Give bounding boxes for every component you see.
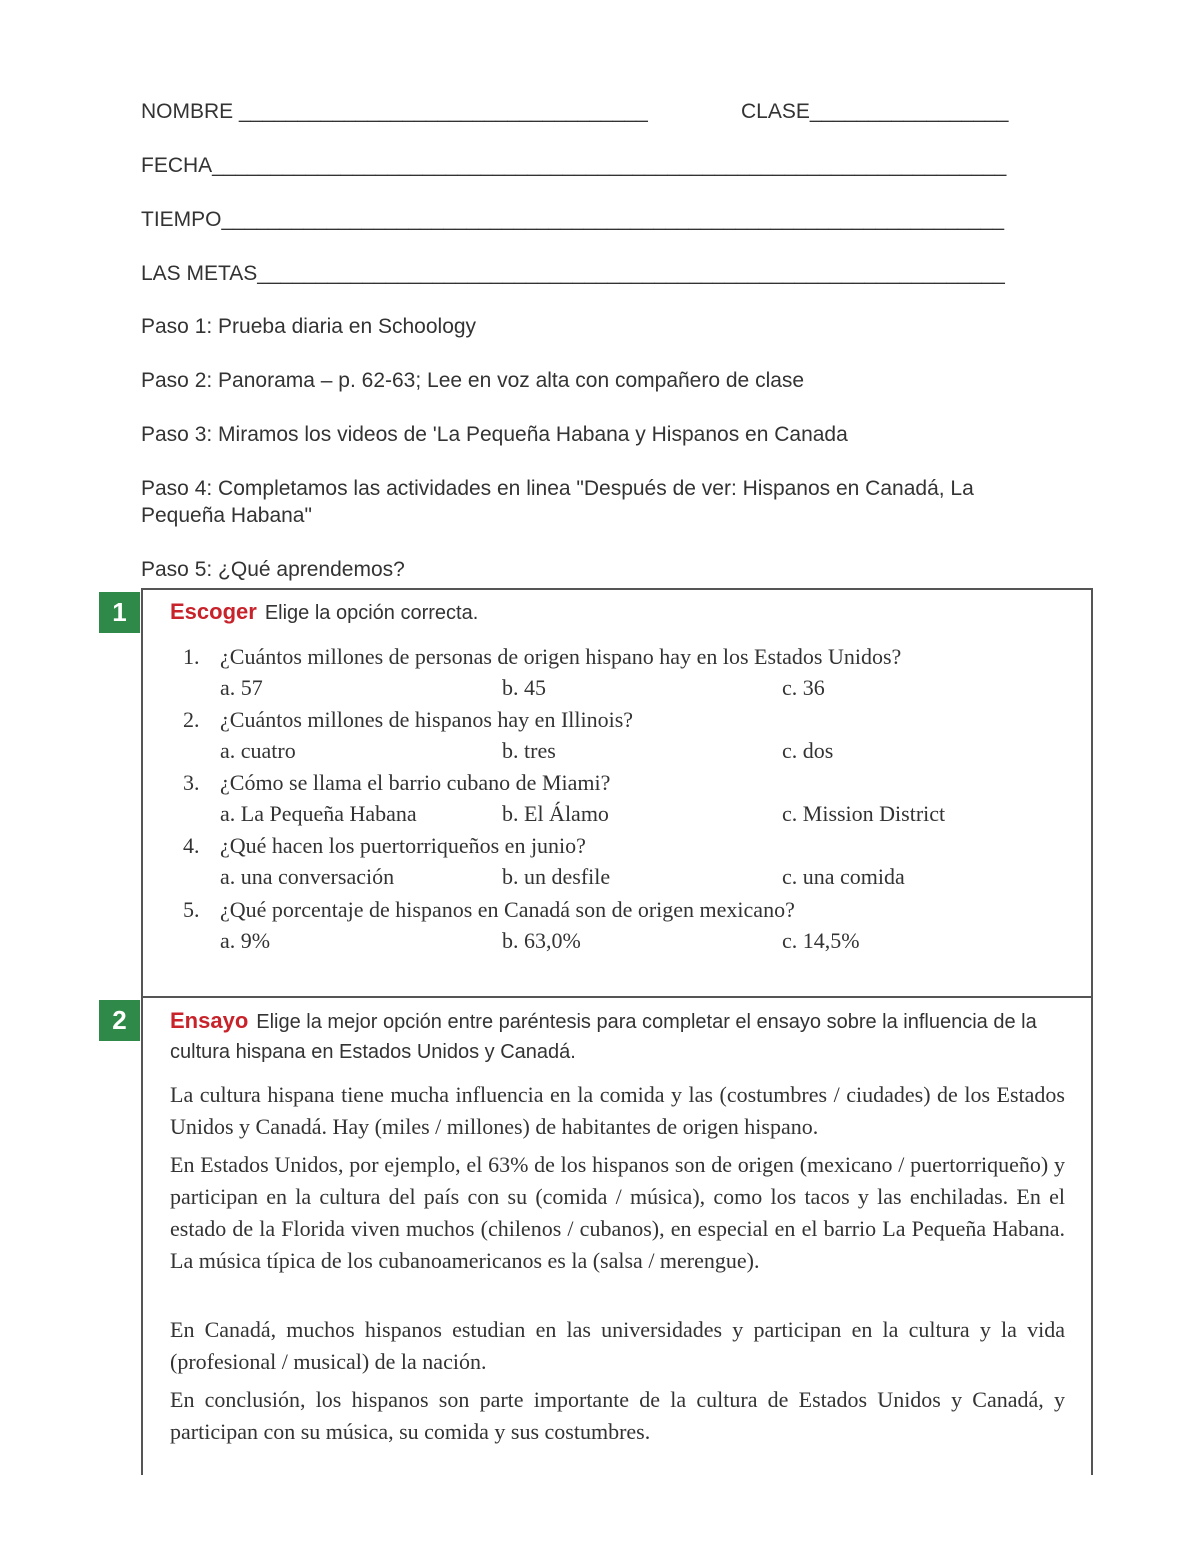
essay-paragraph: En Estados Unidos, por ejemplo, el 63% de los hispanos son de origen (mexicano / puertorriqueño) y participan en la cultura del país con su (comida / música), como los tacos y las enchiladas. En el estado de la Florida viven muchos (chilenos / cubanos), en especial en el barrio La Pequeña Habana. La música típica de los cubanoamericanos es la (salsa / merengue). — [170, 1152, 1065, 1273]
essay-paragraph: En Canadá, muchos hispanos estudian en las universidades y participan en la cultura y la vida (profesional / musical) de la nación. — [170, 1317, 1065, 1374]
box-divider — [141, 996, 1093, 998]
option-c: c. dos — [782, 738, 834, 763]
option-a: a. una conversación — [220, 864, 395, 889]
activity-2-title: Ensayo — [170, 1008, 249, 1033]
step-1: Paso 1: Prueba diaria en Schoology — [141, 315, 477, 338]
essay-paragraph: La cultura hispana tiene mucha influencia en la comida y las (costumbres / ciudades) de los Estados Unidos y Canadá. Hay (miles / millones) de habitantes de origen hispano. — [170, 1082, 1065, 1139]
option-a: a. 57 — [220, 675, 263, 700]
activity-2-badge: 2 — [99, 1000, 140, 1041]
step-5: Paso 5: ¿Qué aprendemos? — [141, 558, 405, 581]
option-b: b. 45 — [502, 675, 546, 700]
nombre-field: NOMBRE ___________________________________ — [141, 100, 648, 123]
metas-field: LAS METAS________________________________________________________________ — [141, 262, 1005, 285]
tiempo-field: TIEMPO___________________________________________________________________ — [141, 208, 1005, 231]
option-c: c. 36 — [782, 675, 825, 700]
question-number: 5. — [183, 897, 200, 922]
box-left-border — [141, 588, 143, 1475]
question-text: ¿Cómo se llama el barrio cubano de Miami? — [220, 770, 611, 795]
activity-1-instruction: Elige la opción correcta. — [264, 602, 479, 624]
option-c: c. una comida — [782, 864, 905, 889]
question-text: ¿Cuántos millones de hispanos hay en Illinois? — [220, 707, 634, 732]
activity-1-heading — [170, 597, 1060, 628]
clase-field: CLASE_________________ — [741, 100, 1009, 123]
box-top-border — [141, 588, 1093, 590]
step-4: Paso 4: Completamos las actividades en linea "Después de ver: Hispanos en Canadá, La Pequeña Habana" — [141, 477, 974, 527]
option-a: a. La Pequeña Habana — [220, 801, 417, 826]
essay-paragraph: En conclusión, los hispanos son parte importante de la cultura de Estados Unidos y Canadá, y participan con su música, su comida y sus costumbres. — [170, 1387, 1065, 1444]
activity-2-heading — [170, 1006, 1060, 1067]
question-text: ¿Qué porcentaje de hispanos en Canadá son de origen mexicano? — [220, 897, 795, 922]
activity-1-title: Escoger — [170, 599, 257, 624]
activity-2-instruction: Elige la mejor opción entre paréntesis para completar el ensayo sobre la influencia de la cultura hispana en Estados Unidos y Canadá. — [170, 1011, 1037, 1063]
option-c: c. Mission District — [782, 801, 946, 826]
step-3: Paso 3: Miramos los videos de 'La Pequeña Habana y Hispanos en Canada — [141, 423, 848, 446]
option-c: c. 14,5% — [782, 928, 860, 953]
box-right-border — [1091, 588, 1093, 1475]
option-b: b. El Álamo — [502, 801, 609, 826]
option-b: b. tres — [502, 738, 556, 763]
question-text: ¿Cuántos millones de personas de origen hispano hay en los Estados Unidos? — [220, 644, 902, 669]
activity-1-badge: 1 — [99, 592, 140, 633]
question-number: 2. — [183, 707, 200, 732]
step-2: Paso 2: Panorama – p. 62-63; Lee en voz alta con compañero de clase — [141, 369, 805, 392]
fecha-field: FECHA____________________________________________________________________ — [141, 154, 1007, 177]
option-b: b. un desfile — [502, 864, 611, 889]
question-number: 4. — [183, 833, 200, 858]
question-number: 1. — [183, 644, 200, 669]
option-a: a. 9% — [220, 928, 271, 953]
option-a: a. cuatro — [220, 738, 296, 763]
option-b: b. 63,0% — [502, 928, 581, 953]
question-text: ¿Qué hacen los puertorriqueños en junio? — [220, 833, 586, 858]
question-number: 3. — [183, 770, 200, 795]
